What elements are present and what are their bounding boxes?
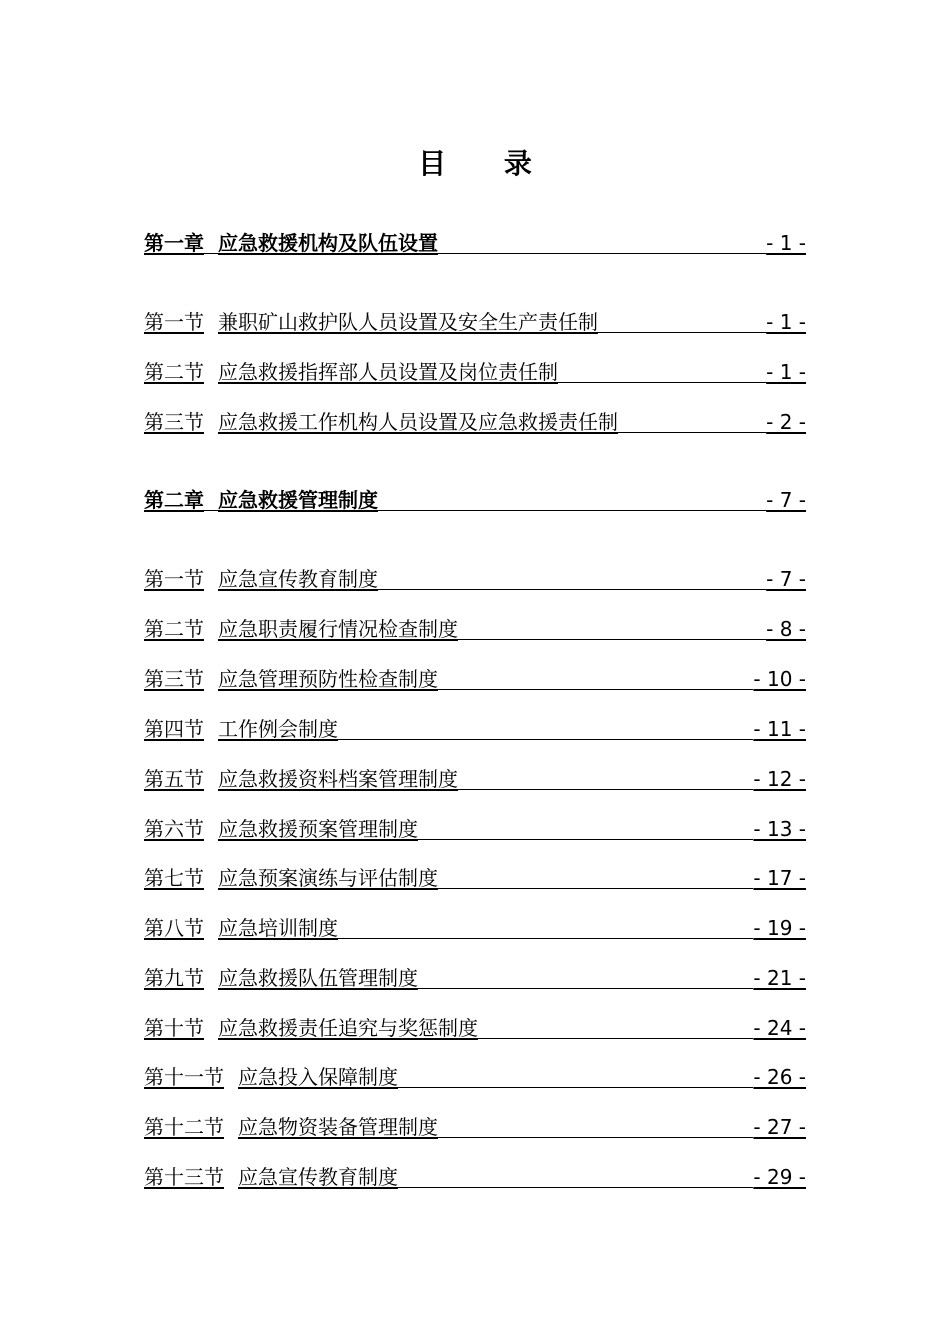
toc-leader-line: [398, 1085, 753, 1088]
toc-entry-spacer: [224, 1160, 238, 1190]
toc-entry-number: 第九节: [144, 966, 204, 990]
toc-leader-line: [438, 687, 753, 690]
toc-leader-line: [478, 1036, 753, 1039]
toc-chapter-entry[interactable]: [144, 226, 806, 256]
toc-entry-number: 第十三节: [144, 1165, 224, 1189]
toc-entry-title: 应急救援管理制度: [218, 488, 378, 512]
toc-entry-spacer: [204, 812, 218, 842]
toc-leader-line: [438, 1135, 753, 1138]
toc-entry-spacer: [204, 712, 218, 742]
toc-page-number: - 7 -: [766, 488, 806, 512]
toc-entry-title: 应急宣传教育制度: [218, 567, 378, 591]
toc-entry-spacer: [224, 1060, 238, 1090]
toc-entry-number: 第三节: [144, 410, 204, 434]
toc-entry-number: 第五节: [144, 767, 204, 791]
toc-page-number: - 27 -: [753, 1115, 806, 1139]
toc-leader-line: [378, 587, 766, 590]
toc-entry-spacer: [224, 1110, 238, 1140]
toc-entry-spacer: [204, 562, 218, 592]
toc-page-number: - 8 -: [766, 617, 806, 641]
toc-page-number: - 7 -: [766, 567, 806, 591]
toc-entry-spacer: [204, 911, 218, 941]
toc-entry-spacer: [204, 861, 218, 891]
toc-entry-spacer: [204, 961, 218, 991]
toc-entry-spacer: [204, 662, 218, 692]
toc-leader-line: [438, 251, 766, 254]
toc-leader-line: [458, 637, 766, 640]
toc-page-number: - 1 -: [766, 360, 806, 384]
toc-entry-number: 第十节: [144, 1016, 204, 1040]
toc-entry-number: 第二节: [144, 360, 204, 384]
toc-page-number: - 2 -: [766, 410, 806, 434]
toc-entry-number: 第十二节: [144, 1115, 224, 1139]
toc-leader-line: [558, 380, 766, 383]
toc-leader-line: [338, 737, 753, 740]
toc-entry-title: 应急物资装备管理制度: [238, 1115, 438, 1139]
toc-entry-title: 工作例会制度: [218, 717, 338, 741]
toc-section-entry[interactable]: [144, 712, 806, 742]
toc-entry-title: 应急救援预案管理制度: [218, 817, 418, 841]
toc-leader-line: [418, 986, 753, 989]
toc-entry-number: 第一章: [144, 231, 204, 255]
toc-section-entry[interactable]: [144, 1110, 806, 1140]
toc-leader-line: [438, 886, 753, 889]
toc-page-number: - 17 -: [753, 866, 806, 890]
toc-page-number: - 19 -: [753, 916, 806, 940]
toc-entry-title: 应急救援责任追究与奖惩制度: [218, 1016, 478, 1040]
toc-section-entry[interactable]: [144, 911, 806, 941]
toc-page-number: - 12 -: [753, 767, 806, 791]
toc-section-entry[interactable]: [144, 961, 806, 991]
toc-entry-number: 第一节: [144, 567, 204, 591]
toc-entry-spacer: [204, 762, 218, 792]
toc-entry-title: 应急救援机构及队伍设置: [218, 231, 438, 255]
toc-entry-spacer: [204, 355, 218, 385]
toc-entry-title: 应急救援指挥部人员设置及岗位责任制: [218, 360, 558, 384]
toc-section-entry[interactable]: [144, 662, 806, 692]
toc-entry-spacer: [204, 508, 218, 511]
toc-entry-number: 第二章: [144, 488, 204, 512]
toc-leader-line: [618, 430, 766, 433]
toc-entry-title: 应急救援工作机构人员设置及应急救援责任制: [218, 410, 618, 434]
toc-entry-title: 应急培训制度: [218, 916, 338, 940]
toc-entry-number: 第七节: [144, 866, 204, 890]
toc-entry-title: 兼职矿山救护队人员设置及安全生产责任制: [218, 310, 598, 334]
toc-section-entry[interactable]: [144, 1160, 806, 1190]
toc-entry-spacer: [204, 405, 218, 435]
toc-leader-line: [378, 508, 766, 511]
toc-section-entry[interactable]: [144, 305, 806, 335]
toc-chapter-entry[interactable]: [144, 483, 806, 513]
toc-leader-line: [458, 787, 753, 790]
toc-section-entry[interactable]: [144, 812, 806, 842]
toc-entry-title: 应急宣传教育制度: [238, 1165, 398, 1189]
toc-entry-number: 第八节: [144, 916, 204, 940]
toc-entry-spacer: [204, 251, 218, 254]
toc-entry-spacer: [204, 612, 218, 642]
toc-page-number: - 13 -: [753, 817, 806, 841]
toc-section-entry[interactable]: [144, 861, 806, 891]
toc-section-entry[interactable]: [144, 1060, 806, 1090]
toc-entry-number: 第六节: [144, 817, 204, 841]
toc-section-entry[interactable]: [144, 355, 806, 385]
toc-entry-title: 应急救援资料档案管理制度: [218, 767, 458, 791]
toc-page-number: - 11 -: [753, 717, 806, 741]
toc-entry-number: 第二节: [144, 617, 204, 641]
toc-entry-number: 第十一节: [144, 1065, 224, 1089]
toc-section-entry[interactable]: [144, 1011, 806, 1041]
toc-entry-number: 第一节: [144, 310, 204, 334]
toc-leader-line: [338, 936, 753, 939]
page-title: 目 录: [418, 147, 556, 180]
toc-entry-spacer: [204, 305, 218, 335]
toc-leader-line: [398, 1185, 753, 1188]
toc-page-number: - 1 -: [766, 231, 806, 255]
toc-entry-spacer: [204, 1011, 218, 1041]
toc-section-entry[interactable]: [144, 405, 806, 435]
toc-entry-number: 第四节: [144, 717, 204, 741]
toc-leader-line: [598, 330, 766, 333]
toc-entry-title: 应急管理预防性检查制度: [218, 667, 438, 691]
toc-page-number: - 21 -: [753, 966, 806, 990]
toc-section-entry[interactable]: [144, 762, 806, 792]
toc-page-number: - 29 -: [753, 1165, 806, 1189]
toc-page-number: - 24 -: [753, 1016, 806, 1040]
toc-entry-title: 应急职责履行情况检查制度: [218, 617, 458, 641]
toc-entry-title: 应急预案演练与评估制度: [218, 866, 438, 890]
toc-entry-title: 应急救援队伍管理制度: [218, 966, 418, 990]
toc-entry-number: 第三节: [144, 667, 204, 691]
toc-page-number: - 10 -: [753, 667, 806, 691]
toc-page-number: - 26 -: [753, 1065, 806, 1089]
toc-section-entry[interactable]: [144, 612, 806, 642]
toc-entry-title: 应急投入保障制度: [238, 1065, 398, 1089]
toc-page-number: - 1 -: [766, 310, 806, 334]
toc-leader-line: [418, 837, 753, 840]
toc-section-entry[interactable]: [144, 562, 806, 592]
